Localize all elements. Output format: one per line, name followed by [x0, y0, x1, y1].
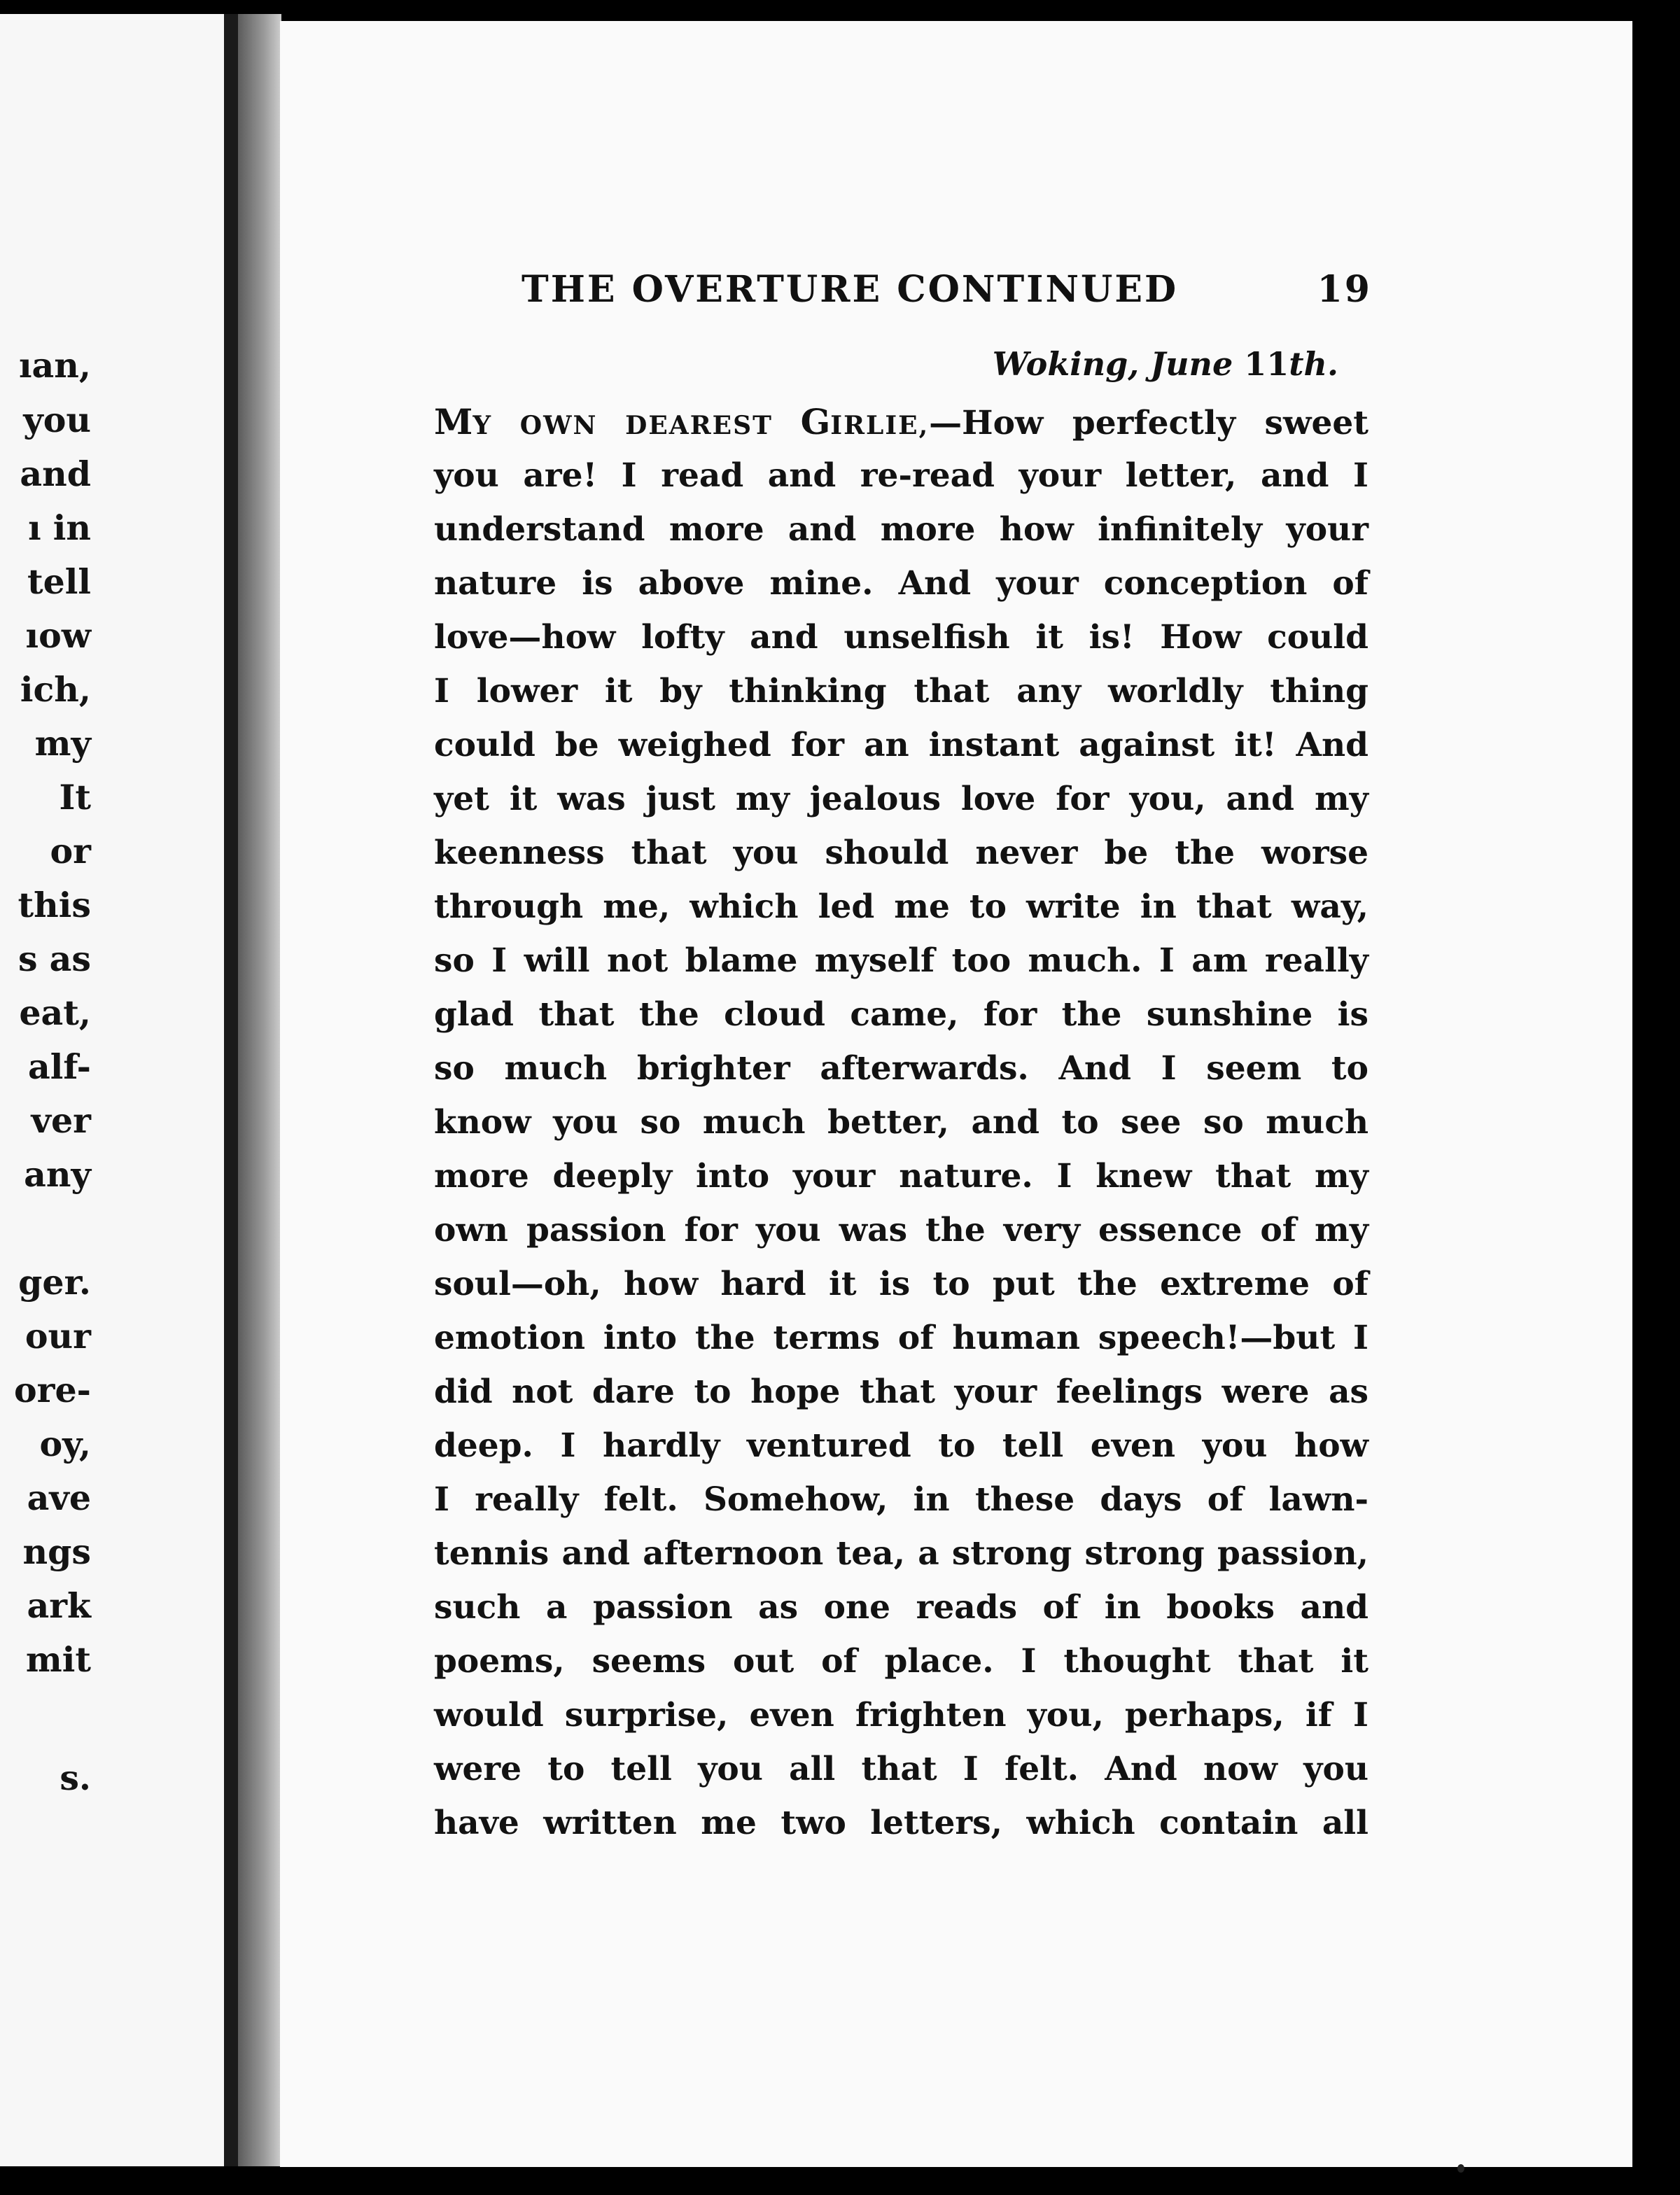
facing-page-line: ich,	[20, 669, 91, 710]
facing-page-line: tell	[27, 561, 91, 602]
facing-page-line: eat,	[19, 993, 91, 1033]
body-line: poems, seems out of place. I thought that it	[434, 1642, 1368, 1681]
facing-page-line: ave	[27, 1478, 91, 1518]
body-line: I really felt. Somehow, in these days of lawn-	[434, 1480, 1368, 1519]
body-line: through me, which led me to write in that way,	[434, 888, 1368, 926]
facing-page-line: oy,	[39, 1424, 91, 1464]
body-line: have written me two letters, which contain all	[434, 1804, 1368, 1842]
facing-page-line: ıan,	[18, 345, 91, 386]
body-line: were to tell you all that I felt. And now you	[434, 1750, 1368, 1788]
facing-page-line: or	[50, 831, 91, 871]
dateline-day: 11	[1244, 345, 1289, 383]
body-line: emotion into the terms of human speech!—but I	[434, 1319, 1368, 1357]
body-line: did not dare to hope that your feelings were as	[434, 1373, 1368, 1411]
facing-page-line: our	[24, 1316, 91, 1356]
book-page	[280, 21, 1632, 2167]
body-line: love—how lofty and unselfish it is! How could	[434, 618, 1368, 657]
salutation-text: —How perfectly sweet	[929, 404, 1368, 442]
scan-speck	[1457, 2164, 1464, 2173]
facing-page-line: ı in	[28, 507, 91, 548]
facing-page-line: ver	[31, 1100, 91, 1141]
body-line: tennis and afternoon tea, a strong strong passion,	[434, 1534, 1368, 1573]
salutation-smallcaps: Y OWN DEAREST	[472, 411, 801, 440]
body-line: you are! I read and re-read your letter, and I	[434, 456, 1368, 495]
facing-page	[0, 14, 224, 2166]
facing-page-line: ark	[27, 1585, 91, 1626]
body-line: glad that the cloud came, for the sunshine is	[434, 995, 1368, 1034]
page-number: 19	[1317, 268, 1372, 311]
facing-page-line: any	[24, 1154, 91, 1195]
body-line: such a passion as one reads of in books and	[434, 1588, 1368, 1627]
body-line: so much brighter afterwards. And I seem to	[434, 1049, 1368, 1088]
body-line: yet it was just my jealous love for you, and my	[434, 780, 1368, 818]
facing-page-line: mit	[25, 1639, 91, 1680]
dateline-place: Woking, June	[992, 345, 1233, 383]
body-line: know you so much better, and to see so much	[434, 1103, 1368, 1142]
facing-page-line: you	[23, 400, 91, 440]
facing-page-line: It	[59, 777, 91, 818]
salutation-initial: M	[434, 401, 473, 442]
running-head-title: THE OVERTURE CONTINUED	[522, 268, 1179, 311]
facing-page-line: ngs	[22, 1531, 91, 1572]
facing-page-line: ore-	[13, 1370, 91, 1410]
body-line: soul—oh, how hard it is to put the extreme of	[434, 1265, 1368, 1303]
facing-page-line: this	[18, 885, 91, 925]
body-line: so I will not blame myself too much. I am really	[434, 941, 1368, 980]
body-line: nature is above mine. And your conception of	[434, 564, 1368, 603]
body-line: understand more and more how infinitely your	[434, 510, 1368, 549]
facing-page-line: s.	[59, 1758, 91, 1798]
facing-page-line: ger.	[18, 1262, 91, 1303]
facing-page-line: and	[20, 454, 91, 494]
salutation-initial: G	[800, 401, 831, 442]
body-line: keenness that you should never be the worse	[434, 834, 1368, 872]
salutation-line	[434, 401, 1368, 442]
facing-page-line: alf-	[27, 1046, 91, 1087]
facing-page-line: ıow	[25, 615, 91, 656]
salutation-smallcaps: IRLIE,	[830, 411, 930, 440]
body-line: would surprise, even frighten you, perhaps, if I	[434, 1696, 1368, 1734]
running-head	[522, 268, 1372, 311]
body-line: deep. I hardly ventured to tell even you how	[434, 1426, 1368, 1465]
facing-page-line: my	[34, 723, 91, 764]
dateline-suffix: th.	[1289, 345, 1338, 383]
binding-shadow	[224, 14, 238, 2166]
facing-page-line: s as	[18, 939, 91, 979]
letter-dateline	[992, 345, 1338, 383]
body-line: more deeply into your nature. I knew that my	[434, 1157, 1368, 1195]
body-line: could be weighed for an instant against it! And	[434, 726, 1368, 764]
body-line: I lower it by thinking that any worldly thing	[434, 672, 1368, 710]
body-line: own passion for you was the very essence of my	[434, 1211, 1368, 1249]
